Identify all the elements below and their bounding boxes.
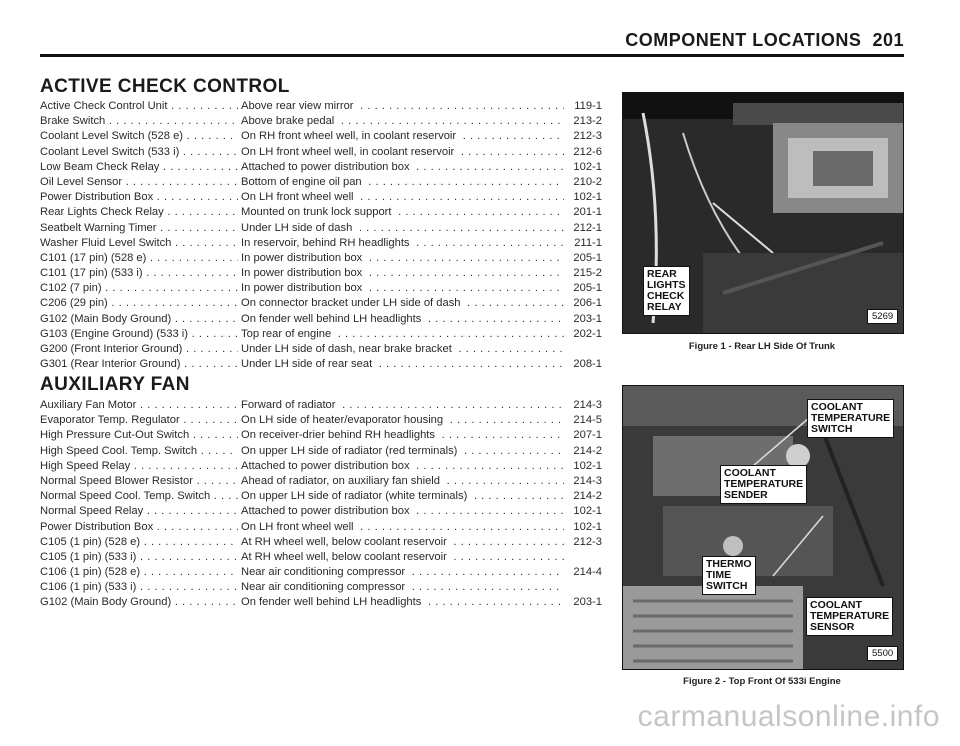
component-location-text: On RH front wheel well, in coolant reservoir bbox=[241, 130, 459, 142]
component-name bbox=[40, 296, 238, 311]
component-name-text: C101 (17 pin) (528 e) bbox=[40, 251, 147, 264]
component-name bbox=[40, 444, 238, 459]
page-reference: 102-1 bbox=[566, 504, 602, 519]
component-location-text: On LH side of heater/evaporator housing bbox=[241, 414, 446, 426]
component-location bbox=[241, 489, 564, 504]
callout-coolant-temperature-sensor: COOLANT TEMPERATURE SENSOR bbox=[806, 597, 893, 636]
list-item bbox=[40, 489, 600, 504]
component-name-text: Normal Speed Relay bbox=[40, 505, 144, 518]
list-item bbox=[40, 221, 600, 236]
component-name-text: Active Check Control Unit bbox=[40, 100, 168, 112]
figure-2-number: 5500 bbox=[867, 646, 898, 661]
list-item bbox=[40, 357, 600, 372]
component-name bbox=[40, 129, 238, 144]
component-name bbox=[40, 398, 238, 413]
component-name-text: High Pressure Cut-Out Switch bbox=[40, 429, 190, 442]
component-location-text: Mounted on trunk lock support bbox=[241, 206, 395, 218]
page-reference: 214-5 bbox=[566, 413, 602, 428]
component-location-text: On connector bracket under LH side of dash bbox=[241, 297, 464, 309]
component-location bbox=[241, 114, 564, 129]
component-name bbox=[40, 99, 238, 114]
component-name-text: G103 (Engine Ground) (533 i) bbox=[40, 327, 189, 340]
component-name bbox=[40, 175, 238, 190]
page-reference: 212-3 bbox=[566, 129, 602, 144]
component-location bbox=[241, 145, 564, 160]
page-reference: 207-1 bbox=[566, 428, 602, 443]
watermark: carmanualsonline.info bbox=[637, 700, 940, 733]
component-name-text: Power Distribution Box bbox=[40, 520, 154, 533]
component-location-text: Near air conditioning compressor bbox=[241, 581, 408, 593]
component-location-text: At RH wheel well, below coolant reservoir bbox=[241, 536, 450, 548]
component-name bbox=[40, 550, 238, 565]
component-name bbox=[40, 327, 238, 342]
list-item bbox=[40, 129, 600, 144]
header-title: COMPONENT LOCATIONS bbox=[625, 30, 862, 50]
list-item bbox=[40, 145, 600, 160]
component-location-text: In reservoir, behind RH headlights bbox=[241, 237, 413, 249]
list-item bbox=[40, 205, 600, 220]
component-name bbox=[40, 145, 238, 160]
component-name-text: Seatbelt Warning Timer bbox=[40, 221, 157, 234]
page-reference: 215-2 bbox=[566, 266, 602, 281]
page-reference: 212-1 bbox=[566, 221, 602, 236]
page-number: 201 bbox=[872, 30, 904, 50]
page-reference: 205-1 bbox=[566, 281, 602, 296]
page-reference: 206-1 bbox=[566, 296, 602, 311]
list-item bbox=[40, 398, 600, 413]
component-location bbox=[241, 312, 564, 327]
list-item bbox=[40, 520, 600, 535]
component-name-text: C206 (29 pin) bbox=[40, 297, 108, 310]
section-title-active-check-control: ACTIVE CHECK CONTROL bbox=[40, 76, 290, 97]
list-item bbox=[40, 474, 600, 489]
list-item bbox=[40, 160, 600, 175]
component-name bbox=[40, 114, 238, 129]
component-location bbox=[241, 342, 564, 357]
component-name-text: High Speed Cool. Temp. Switch bbox=[40, 444, 198, 457]
component-location bbox=[241, 428, 564, 443]
component-name-text: C106 (1 pin) (528 e) bbox=[40, 566, 141, 579]
list-item bbox=[40, 175, 600, 190]
component-name-text: Evaporator Temp. Regulator bbox=[40, 414, 180, 427]
component-location-text: Bottom of engine oil pan bbox=[241, 176, 365, 188]
component-location bbox=[241, 175, 564, 190]
page-reference: 102-1 bbox=[566, 160, 602, 175]
component-name-text: Washer Fluid Level Switch bbox=[40, 236, 172, 249]
list-item bbox=[40, 296, 600, 311]
component-name bbox=[40, 160, 238, 175]
component-location bbox=[241, 535, 564, 550]
page-reference: 208-1 bbox=[566, 357, 602, 372]
component-name bbox=[40, 236, 238, 251]
component-name bbox=[40, 342, 238, 357]
component-location bbox=[241, 281, 564, 296]
component-name-text: Coolant Level Switch (533 i) bbox=[40, 145, 180, 158]
component-name-text: High Speed Relay bbox=[40, 459, 131, 472]
figure-1-caption: Figure 1 - Rear LH Side Of Trunk bbox=[688, 341, 836, 352]
component-name bbox=[40, 580, 238, 595]
component-name bbox=[40, 281, 238, 296]
component-location-text: Attached to power distribution box bbox=[241, 505, 413, 517]
auxiliary-fan-list bbox=[40, 398, 600, 611]
component-location bbox=[241, 327, 564, 342]
page-reference: 214-3 bbox=[566, 398, 602, 413]
component-location-text: Top rear of engine bbox=[241, 328, 334, 340]
page-reference: 214-2 bbox=[566, 444, 602, 459]
component-location-text: On LH front wheel well bbox=[241, 521, 357, 533]
component-location-text: Under LH side of dash, near brake bracket bbox=[241, 343, 455, 355]
component-name-text: C101 (17 pin) (533 i) bbox=[40, 267, 143, 280]
component-name bbox=[40, 504, 238, 519]
page-reference: 214-2 bbox=[566, 489, 602, 504]
list-item bbox=[40, 428, 600, 443]
component-location bbox=[241, 236, 564, 251]
component-location-text: In power distribution box bbox=[241, 252, 365, 264]
list-item bbox=[40, 312, 600, 327]
component-location bbox=[241, 520, 564, 535]
list-item bbox=[40, 251, 600, 266]
page-reference: 214-4 bbox=[566, 565, 602, 580]
component-location bbox=[241, 550, 564, 565]
component-location bbox=[241, 474, 564, 489]
component-location-text: On LH front wheel well, in coolant reservoir bbox=[241, 146, 457, 158]
component-location bbox=[241, 221, 564, 236]
page-reference: 212-6 bbox=[566, 145, 602, 160]
component-location-text: Attached to power distribution box bbox=[241, 161, 413, 173]
component-location-text: Under LH side of dash bbox=[241, 222, 355, 234]
page-reference: 119-1 bbox=[566, 99, 602, 114]
page-reference: 203-1 bbox=[566, 312, 602, 327]
component-location bbox=[241, 190, 564, 205]
component-location bbox=[241, 595, 564, 610]
component-name bbox=[40, 190, 238, 205]
component-name-text: G102 (Main Body Ground) bbox=[40, 312, 172, 325]
component-name-text: G200 (Front Interior Ground) bbox=[40, 343, 183, 355]
component-name-text: G301 (Rear Interior Ground) bbox=[40, 358, 181, 371]
component-name bbox=[40, 312, 238, 327]
section-title-auxiliary-fan: AUXILIARY FAN bbox=[40, 374, 190, 395]
component-location bbox=[241, 580, 564, 595]
page-reference: 102-1 bbox=[566, 190, 602, 205]
page-reference: 102-1 bbox=[566, 520, 602, 535]
component-location-text: On fender well behind LH headlights bbox=[241, 313, 424, 325]
component-name-text: C105 (1 pin) (533 i) bbox=[40, 550, 137, 563]
list-item bbox=[40, 595, 600, 610]
component-location bbox=[241, 251, 564, 266]
component-name bbox=[40, 595, 238, 610]
page-reference: 214-3 bbox=[566, 474, 602, 489]
component-location bbox=[241, 160, 564, 175]
page-reference: 213-2 bbox=[566, 114, 602, 129]
component-name bbox=[40, 357, 238, 372]
component-name bbox=[40, 565, 238, 580]
component-location bbox=[241, 99, 564, 114]
component-name bbox=[40, 205, 238, 220]
component-location bbox=[241, 357, 564, 372]
page-reference: 205-1 bbox=[566, 251, 602, 266]
component-location-text: On receiver-drier behind RH headlights bbox=[241, 429, 438, 441]
component-name-text: Normal Speed Cool. Temp. Switch bbox=[40, 490, 211, 503]
component-name-text: Auxiliary Fan Motor bbox=[40, 399, 137, 411]
page-reference: 212-3 bbox=[566, 535, 602, 550]
list-item bbox=[40, 342, 600, 357]
component-name bbox=[40, 413, 238, 428]
figure-1-photo bbox=[622, 92, 904, 334]
component-location bbox=[241, 266, 564, 281]
component-name-text: Low Beam Check Relay bbox=[40, 160, 160, 173]
page-reference: 211-1 bbox=[566, 236, 602, 251]
list-item bbox=[40, 535, 600, 550]
component-name bbox=[40, 251, 238, 266]
list-item bbox=[40, 327, 600, 342]
component-name-text: Coolant Level Switch (528 e) bbox=[40, 130, 184, 143]
list-item bbox=[40, 236, 600, 251]
component-location-text: In power distribution box bbox=[241, 282, 365, 294]
list-item bbox=[40, 99, 600, 114]
list-item bbox=[40, 413, 600, 428]
list-item bbox=[40, 114, 600, 129]
component-name-text: G102 (Main Body Ground) bbox=[40, 596, 172, 609]
callout-rear-lights-check-relay: REAR LIGHTS CHECK RELAY bbox=[643, 266, 690, 316]
component-location-text: Forward of radiator bbox=[241, 399, 339, 411]
component-name bbox=[40, 474, 238, 489]
component-name-text: C105 (1 pin) (528 e) bbox=[40, 535, 141, 548]
component-location-text: On LH front wheel well bbox=[241, 191, 357, 203]
header-rule bbox=[40, 54, 904, 57]
list-item bbox=[40, 504, 600, 519]
component-location-text: Attached to power distribution box bbox=[241, 460, 413, 472]
component-name-text: Rear Lights Check Relay bbox=[40, 206, 164, 219]
figure-2-caption: Figure 2 - Top Front Of 533i Engine bbox=[683, 676, 841, 687]
component-name bbox=[40, 459, 238, 474]
component-name bbox=[40, 489, 238, 504]
component-name-text: Power Distribution Box bbox=[40, 191, 154, 204]
component-name-text: Normal Speed Blower Resistor bbox=[40, 474, 193, 487]
component-name-text: C102 (7 pin) bbox=[40, 282, 102, 295]
figure-2-photo bbox=[622, 385, 904, 670]
component-name-text: C106 (1 pin) (533 i) bbox=[40, 581, 137, 594]
component-location bbox=[241, 413, 564, 428]
list-item bbox=[40, 550, 600, 565]
component-name bbox=[40, 535, 238, 550]
page-reference: 203-1 bbox=[566, 595, 602, 610]
component-location-text: Above brake pedal bbox=[241, 115, 337, 127]
page-reference: 202-1 bbox=[566, 327, 602, 342]
component-location-text: At RH wheel well, below coolant reservoir bbox=[241, 551, 450, 563]
list-item bbox=[40, 459, 600, 474]
page-header bbox=[620, 30, 904, 54]
component-name bbox=[40, 428, 238, 443]
component-location-text: On fender well behind LH headlights bbox=[241, 596, 424, 608]
component-name-text: Oil Level Sensor bbox=[40, 175, 123, 188]
page-reference: 210-2 bbox=[566, 175, 602, 190]
component-location bbox=[241, 398, 564, 413]
component-name bbox=[40, 520, 238, 535]
callout-coolant-temperature-sender: COOLANT TEMPERATURE SENDER bbox=[720, 465, 807, 504]
list-item bbox=[40, 190, 600, 205]
component-location bbox=[241, 296, 564, 311]
component-location-text: Above rear view mirror bbox=[241, 100, 357, 112]
component-location bbox=[241, 129, 564, 144]
component-location-text: Under LH side of rear seat bbox=[241, 358, 375, 370]
component-location bbox=[241, 565, 564, 580]
component-name bbox=[40, 221, 238, 236]
list-item bbox=[40, 565, 600, 580]
component-location bbox=[241, 459, 564, 474]
active-check-control-list bbox=[40, 99, 600, 372]
list-item bbox=[40, 281, 600, 296]
component-name bbox=[40, 266, 238, 281]
list-item bbox=[40, 266, 600, 281]
component-name-text: Brake Switch bbox=[40, 115, 106, 128]
component-location bbox=[241, 504, 564, 519]
component-location-text: Near air conditioning compressor bbox=[241, 566, 408, 578]
callout-thermo-time-switch: THERMO TIME SWITCH bbox=[702, 556, 756, 595]
list-item bbox=[40, 580, 600, 595]
callout-coolant-temperature-switch: COOLANT TEMPERATURE SWITCH bbox=[807, 399, 894, 438]
component-location-text: In power distribution box bbox=[241, 267, 365, 279]
component-location-text: On upper LH side of radiator (white terminals) bbox=[241, 490, 470, 502]
page-reference: 102-1 bbox=[566, 459, 602, 474]
component-location bbox=[241, 444, 564, 459]
component-location-text: Ahead of radiator, on auxiliary fan shield bbox=[241, 475, 443, 487]
component-location-text: On upper LH side of radiator (red terminals) bbox=[241, 445, 460, 457]
list-item bbox=[40, 444, 600, 459]
page-reference: 201-1 bbox=[566, 205, 602, 220]
component-location bbox=[241, 205, 564, 220]
figure-1-number: 5269 bbox=[867, 309, 898, 324]
